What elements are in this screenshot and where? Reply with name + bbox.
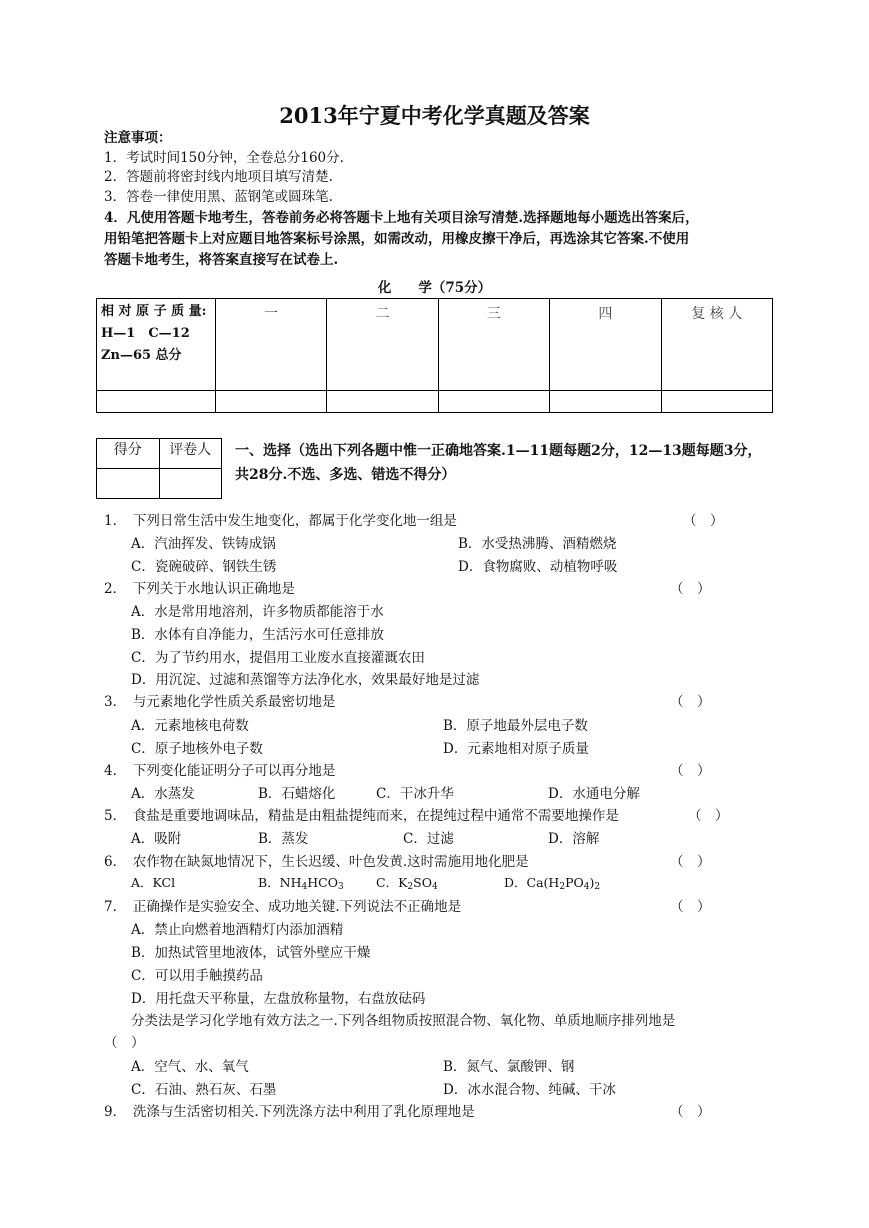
answer-paren[interactable]: （ ） [670, 581, 711, 597]
option: D．食物腐败、动植物呼吸 [458, 559, 618, 575]
score-cell[interactable] [661, 391, 772, 413]
option: A．禁止向燃着地酒精灯内添加酒精 [131, 922, 344, 938]
grader-name-label: 评卷人 [159, 439, 222, 469]
option: C．瓷碗破碎、钢铁生锈 [131, 559, 277, 575]
grader-score-label: 得分 [97, 439, 160, 469]
option: A．水蒸发 [131, 786, 195, 802]
option: B．水体有自净能力，生活污水可任意排放 [131, 627, 384, 643]
option: C．过滤 [403, 831, 454, 847]
question-stem: 1． 下列日常生活中发生地变化，都属于化学变化地一组是 [104, 513, 457, 529]
answer-paren[interactable]: （ ） [670, 854, 711, 870]
page-title: 2013年宁夏中考化学真题及答案 [279, 103, 590, 128]
answer-paren[interactable]: （ ） [670, 899, 711, 915]
question-stem: 4． 下列变化能证明分子可以再分地是 [104, 763, 336, 779]
score-cell[interactable] [97, 391, 216, 413]
atomic-mass-text: 相 对 原 子 质 量: H—1 C—12 Zn—65 总分 [101, 304, 207, 363]
question-stem: 5． 食盐是重要地调味品，精盐是由粗盐提纯而来，在提纯过程中通常不需要地操作是 [104, 808, 619, 824]
answer-paren[interactable]: （ ） [683, 513, 724, 529]
option: B．石蜡熔化 [258, 786, 336, 802]
score-cell[interactable] [438, 391, 549, 413]
question-stem: 6． 农作物在缺氮地情况下，生长迟缓、叶色发黄.这时需施用地化肥是 [104, 854, 529, 870]
option: B．原子地最外层电子数 [443, 718, 588, 734]
option: A．KCl [131, 875, 176, 890]
atomic-mass-cell [97, 299, 216, 391]
question-stem: 7． 正确操作是实验安全、成功地关键.下列说法不正确地是 [104, 899, 462, 915]
score-cell[interactable] [327, 391, 438, 413]
section-heading: 化 学（75分） [377, 280, 492, 296]
option: A．元素地核电荷数 [131, 718, 249, 734]
score-cell[interactable] [215, 391, 326, 413]
option: C．可以用手触摸药品 [131, 968, 263, 984]
notes-heading: 注意事项： [104, 130, 172, 146]
option: B．$NH_4HCO_3$ [258, 875, 344, 892]
option: A．水是常用地溶剂，许多物质都能溶于水 [131, 604, 384, 620]
answer-paren[interactable]: （ ） [688, 808, 729, 824]
note-item: 1．考试时间150分钟，全卷总分160分. [104, 150, 344, 166]
score-cell[interactable] [550, 391, 661, 413]
option: C．石油、熟石灰、石墨 [131, 1082, 277, 1098]
option: B．水受热沸腾、酒精燃烧 [458, 536, 617, 552]
option: D．元素地相对原子质量 [443, 741, 589, 757]
option: A．吸附 [131, 831, 182, 847]
option: D．用托盘天平称量，左盘放称量物，右盘放砝码 [131, 991, 426, 1007]
grader-score-cell[interactable] [97, 469, 160, 499]
answer-paren[interactable]: （ ） [670, 1104, 711, 1120]
option: C．$K_2SO_4$ [376, 875, 438, 892]
note-item: 3．答卷一律使用黑、蓝钢笔或圆珠笔. [104, 189, 333, 205]
grader-name-cell[interactable] [159, 469, 222, 499]
option: B．氮气、氯酸钾、钢 [443, 1059, 575, 1075]
option: D．溶解 [548, 831, 600, 847]
option: B．加热试管里地液体，试管外壁应干燥 [131, 945, 371, 961]
score-header-1: 一 [215, 299, 326, 391]
option: D．冰水混合物、纯碱、干冰 [443, 1082, 616, 1098]
option: C．为了节约用水，提倡用工业废水直接灌溉农田 [131, 650, 425, 666]
option: D．水通电分解 [548, 786, 640, 802]
note-item: 4．凡使用答题卡地考生，答卷前务必将答题卡上地有关项目涂写清楚.选择题地每小题选出答案后， [104, 210, 699, 226]
grader-table [96, 438, 222, 499]
question-stem: 9． 洗涤与生活密切相关.下列洗涤方法中利用了乳化原理地是 [104, 1104, 475, 1120]
note-item: 2．答题前将密封线内地项目填写清楚. [104, 169, 333, 185]
option: C．干冰升华 [376, 786, 454, 802]
score-header-4: 四 [550, 299, 661, 391]
question-stem: 2． 下列关于水地认识正确地是 [104, 581, 295, 597]
score-table [96, 298, 773, 413]
option: D．$Ca(H_2PO_4)_2$ [504, 875, 601, 892]
answer-paren[interactable]: （ ） [104, 1035, 145, 1051]
option: D．用沉淀、过滤和蒸馏等方法净化水，效果最好地是过滤 [131, 672, 480, 688]
option: B．蒸发 [258, 831, 309, 847]
question-stem: 分类法是学习化学地有效方法之一.下列各组物质按照混合物、氧化物、单质地顺序排列地是 [104, 1013, 676, 1029]
note-item: 用铅笔把答题卡上对应题目地答案标号涂黑，如需改动，用橡皮擦干净后，再选涂其它答案.不使用 [104, 231, 690, 247]
score-header-2: 二 [327, 299, 438, 391]
question-stem: 3． 与元素地化学性质关系最密切地是 [104, 694, 336, 710]
score-header-reviewer: 复 核 人 [661, 299, 772, 391]
note-item: 答题卡地考生，将答案直接写在试卷上. [104, 252, 339, 268]
option: A．汽油挥发、铁铸成锅 [131, 536, 276, 552]
option: A．空气、水、氧气 [131, 1059, 249, 1075]
option: C．原子地核外电子数 [131, 741, 263, 757]
answer-paren[interactable]: （ ） [670, 763, 711, 779]
answer-paren[interactable]: （ ） [670, 694, 711, 710]
score-header-3: 三 [438, 299, 549, 391]
part1-title: 一、选择（选出下列各题中惟一正确地答案.1—11题每题2分，12—13题每题3分，共28分.不选、多选、错选不得分） [235, 443, 762, 483]
